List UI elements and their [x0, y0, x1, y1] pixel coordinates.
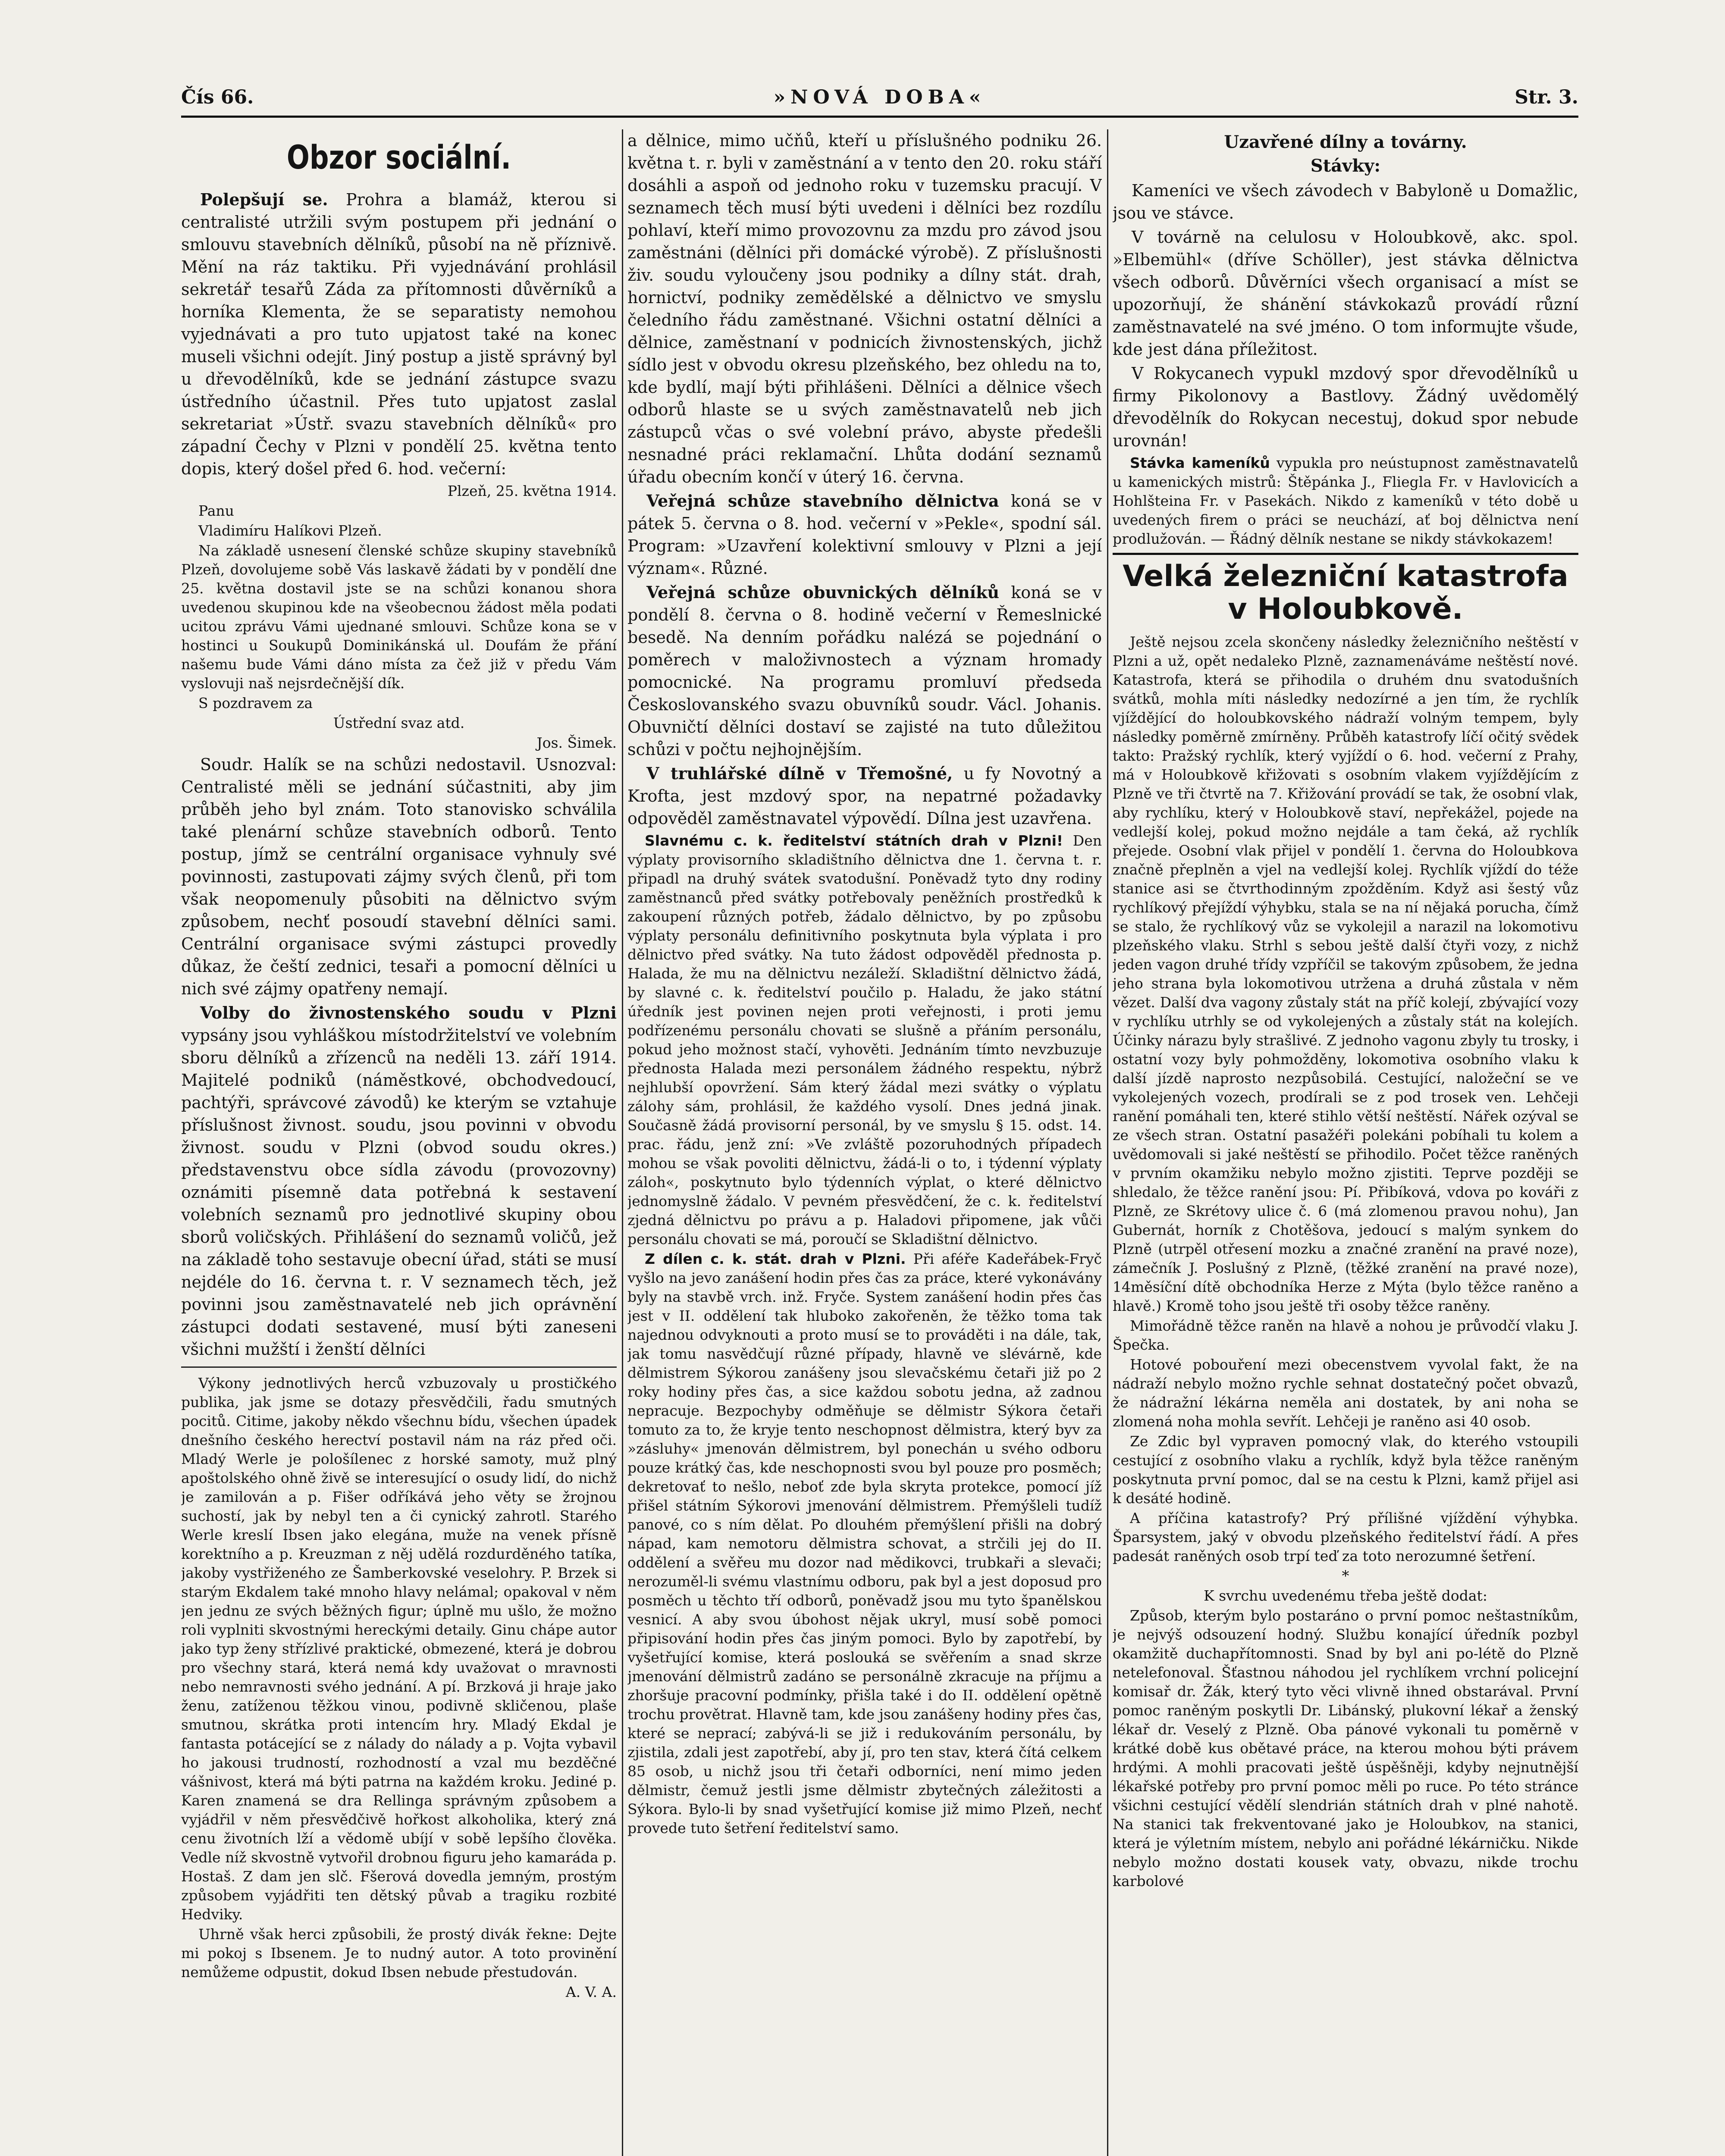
article-reditelstvi	[627, 831, 1102, 1249]
article-volby	[181, 1002, 617, 1360]
column-divider-1	[622, 129, 623, 2156]
addendum-title: K svrchu uvedenému třeba ještě dodat:	[1204, 1587, 1487, 1604]
addendum-text: Způsob, kterým bylo postaráno o první pomoc neštastníkům, je nejvýš odsouzení hodný. Službu konající úředník pozbyl okamžitě duchapřítomnosti. Snad by byl ani po-létě do Plzně netelefonoval. Šťastnou náhodou jel rychlíkem vrchní policejní komisař dr. Žák, který tyto věci vlivně ihned obstarával. První pomoc raněným poskytli Dr. Libánský, plukovní lékař a ženský lékař dr. Veselý z Plzně. Oba pánové vykonali tu poměrně v krátké době kus obětavé práce, na kterou mohou býti právem hrdými. A mohli pracovati ještě úspěšněji, kdyby nejnutnější lékařské potřeby pro první pomoc měli po ruce. Po této stránce všichni cestující vědělí slendrián státních drah v plné nahotě. Na stanici tak frekventované jako je Holoubkov, na stanici, která je výletním místem, nebylo ani pořádné lékárničku. Nikde nebylo možno dostati kousek vaty, obvazu, nikde trochu karbolové	[1113, 1607, 1578, 1890]
katastrofa-pomocny-vlak: Ze Zdic byl vypraven pomocný vlak, do kterého vstoupili cestující z osobního vlaku a rychlík, když byla těžce raněným poskytnuta první pomoc, dal se na cestu k Plzni, kamž přijel asi k desáté hodině.	[1113, 1433, 1578, 1507]
article-lead: Stávka kameníků	[1130, 454, 1270, 471]
column-3	[1113, 129, 1578, 1892]
article-lead: Veřejná schůze stavebního dělnictva	[646, 491, 999, 511]
katastrofa-report: Ještě nejsou zcela skončeny následky železničního neštěstí v Plzni a už, opět nedaleko Plzně, zaznamenáváme neštěstí nové. Katastrofa, která se přihodila o druhém dnu svatodušních svátků, mohla míti následky nedozírné a jen tím, že rychlík vjíždějící do holoubkovského nádraží volným tempem, byly následky poměrně zmírněny. Průběh katastrofy líčí očitý svědek takto: Pražský rychlík, který vyjíždí o 6. hod. večerní z Prahy, má v Holoubkově křižovati s osobním vlakem vyjíždějícím z Plzně ve tři čtvrtě na 7. Křižování provádí se tak, že osobní vlak, aby rychlíku, který v Holoubkově staví, nepřekážel, pojede na vedlejší kolej, pokud možno nejdále a tam čeká, až rychlík přejede. Osobní vlak přijel v pondělí 1. června do Holoubkova značně přeplněn a vjel na vedlejší kolej. Rychlík vjíždí do téže stanice asi se čtvrthodinným zpožděním. Když asi šestý vůz rychlíkový přejíždí výhybku, stala se na ní nějaká porucha, čímž se stalo, že rychlíkový vůz se vykolejil a narazil na lokomotivu plzeňského vlaku. Strhl s sebou ještě další čtyři vozy, z nichž jeden vagon druhé třídy vzpříčil se takovým způsobem, že jedna jeho strana byla lokomotivou utržena a druhá zůstala v něm vězet. Další dva vagony zůstaly stát na příč kolejí, zbývající vozy v rychlíku utrhly se od vykolejených a zůstaly stát na kolejích. Účinky nárazu byly strašlivé. Z jednoho vagonu zbyly tu trosky, i ostatní vozy byly pohmožděny, lokomotiva osobního vlaku k další jízdě naprosto nezpůsobilá. Cestující, naložeční se ve vykolejených vozech, prodírali se z pod trosek ven. Lehčeji ranění pomáhali ten, které stihlo větší neštěstí. Nářek ozýval se ze všech stran. Ostatní pasažéři polekáni pobíhali tu kolem a uvědomovali si jaké neštěstí se přihodilo. Počet těžce raněných v prvním okamžiku nebylo možno zjistiti. Teprve později se shledalo, že těžce ranění jsou: Pí. Přibíková, vdova po kováři z Plzně, ze Skrétovy ulice č. 6 (má zlomenou pravou nohu), Jan Gubernát, horník z Chotěšova, jedoucí s malým synkem do Plzně (utrpěl otřesení mozku a značné zranění na pravé noze), zámečník J. Poslušný z Plzně, (těžké zranění na pravé noze), 14měsíční dítě obchodníka Herze z Mýta (bylo těžce raněno a hlavě.) Kromě toho jsou ještě tři osoby těžce raněny.	[1113, 633, 1578, 1315]
strike-rokycany: V Rokycanech vypukl mzdový spor dřevodělníků u firmy Pikolonovy a Bastlovy. Žádný uvědomělý dřevodělník do Rokycan necestuj, dokud spor nebude urovnán!	[1113, 364, 1578, 450]
section-separator-star: *	[1342, 1567, 1349, 1585]
katastrofa-obvazy: Hotové pobouření mezi obecenstvem vyvolal fakt, že na nádraží nebylo možno rychle sehnat dostatečný počet obvazů, že nádražní lékárna neměla ani dostatek, by ani noha se zlomená noha mohla sevřít. Lehčeji je raněno asi 40 osob.	[1113, 1356, 1578, 1430]
feuilleton-text: Výkony jednotlivých herců vzbuzovaly u prostičkého publika, jak jsme se dotazy přesvědčili, řadu smutných pocitů. Citime, jakoby někdo všechnu bídu, všechen úpadek dnešního českého herectví postavil nám na ráz před oči. Mladý Werle je pološílenec z horské samoty, muž plný apoštolského ohně živě se interesující o osudy lidí, do nichž je zamilován a p. Fišer odříkává jeho věty se žrojnou suchostí, jak by nebyl ten a či cynický zahrotl. Starého Werle kreslí Ibsen jako elegána, muže na venek přísně korektního a p. Kreuzman z něj udělá rozdurděného tatíka, jakoby vystřiženého ze Šamberkovské veselohry. P. Brzek si starým Ekdalem také mnoho hlavy nelámal; opakoval v něm jen jednu ze svých běžných figur; úplně mu ušlo, že možno roli vyplniti skvostnými hereckými detaily. Ginu chápe autor jako typ ženy střízlivé praktické, obmezené, která je dobrou pro všechny stará, která nemá kdy uvažovat o mravnosti nebo nemravnosti svého jednání. A pí. Brzková ji hraje jako ženu, zatíženou těžkou vinou, podivně skličenou, plaše smutnou, skrátka proti intencím hry. Mladý Ekdal je fantasta potácející se z nálady do nálady a p. Vojta vybavil ho jakousi trudností, rozhodností a vzal mu bezděčné vášnivost, která má býti patrna na každém kroku. Jediné p. Karen znamená se dra Rellinga správným způsobem a vyjádřil v něm přesvědčivě hořkost alkoholika, který zná cenu životních lží a vědomě ubíjí v sobě lepšího člověka. Vedle níž skvostně vytvořil drobnou figuru jeho kamaráda p. Hostaš. Z dam jen slč. Fšerová dovedla jemným, prostým způsobem vyjádřiti ten dětský půvab a tragiku rozbité Hedviky.	[181, 1375, 617, 1923]
article-volby-continued: a dělnice, mimo učňů, kteří u příslušného podniku 26. května t. r. byli v zaměstnání a v tento den 20. roku stáří dosáhli a aspoň od jednoho roku v tuzemsku pracují. V seznamech těch musí býti uvedeni i dělníci bez rozdílu pohlaví, kteří mimo provozovnu za mzdu pro závod jsou zaměstnáni (dělníci při domácké výrobě). Z příslušnosti živ. soudu vyloučeny jsou podniky a dílny stát. drah, hornictví, podniky zemědělské a dělnictvo ve smyslu čeledního řádu zaměstnané. Všichni ostatní dělníci a dělnice, zaměstnaní v podnicích živnostenských, jichž sídlo jest v obvodu okresu plzeňského, bez ohledu na to, kde bydlí, mají býti přihlášeni. Dělníci a dělnice všech odborů hlaste se u svých zaměstnavatelů neb jich zástupců včas o své volební právo, abyste předešli nesnadné práci reklamační. Lhůta dodání seznamů úřadu obecním končí v úterý 16. června.	[627, 131, 1102, 486]
issue-number: Čís 66.	[181, 86, 254, 108]
headline-katastrofa: Velká železniční katastrofa v Holoubkově.	[1113, 553, 1578, 626]
article-lead: Volby do živnostenského soudu v Plzni	[200, 1003, 617, 1022]
article-truhlarska-dilna	[627, 762, 1102, 830]
section-title-obzor: Obzor sociální.	[286, 138, 511, 176]
strike-holoubkov: V továrně na celulosu v Holoubkově, akc. spol. »Elbemühl« (dříve Schöller), jest stávka dělnictva všech odborů. Důvěrníci všech organisací a míst se upozorňují, že shánění stávkokazů provádí různí zaměstnavatelé na své jméno. O tom informujte všude, kde jest dána příležitost.	[1113, 228, 1578, 359]
article-schuze-obuvnici	[627, 581, 1102, 761]
article-text: koná se v pátek 5. června o 8. hod. večerní v »Pekle«, spodní sál. Program: »Uzavření kolektivní smlouvy v Plzni a její význam«. Různé.	[627, 492, 1102, 578]
column-2	[627, 129, 1102, 1839]
letter-organization: Ústřední svaz atd.	[333, 714, 465, 731]
article-z-dilen	[627, 1250, 1102, 1838]
article-schuze-stavebni	[627, 490, 1102, 580]
feuilleton-signature: A. V. A.	[565, 1984, 617, 2000]
article-lead: Polepšují se.	[200, 190, 328, 209]
katastrofa-pricina: A příčina katastrofy? Prý přílišné vjíždění výhybka. Šparsystem, jaký v obvodu plzeňského ředitelství řádí. A přes padesát raněných osob trpí teď za toto nerozumné šetření.	[1113, 1510, 1578, 1565]
letter-greeting: S pozdravem za	[198, 695, 313, 711]
column-divider-2	[1107, 129, 1108, 2156]
article-lead: Z dílen c. k. stát. drah v Plzni.	[645, 1250, 906, 1267]
page-number: Str. 3.	[1515, 86, 1578, 108]
feuilleton-end: Uhrně však herci způsobili, že prostý divák řekne: Dejte mi pokoj s Ibsenem. Je to nudný autor. A toto provinění nemůžeme odpustit, dokud Ibsen nebude přestudován.	[181, 1926, 617, 1981]
article-polepsuji	[181, 188, 617, 480]
letter-date: Plzeň, 25. května 1914.	[447, 483, 617, 499]
article-text: Při aféře Kadeřábek-Fryč vyšlo na jevo zanášení hodin přes čas za práce, které vykonávány byly na stavbě vrch. inž. Fryče. System zanášení hodin přes čas jest v II. oddělení tak hluboko zakořeněn, že těžko toma tak najednou odvyknouti a proto musí se to prováděti i na dále, tak, jak tomu nasvědčují různé případy, hlavně ve slévárně, kde dělmistrem Sýkorou zanášeny jsou slevačskému četaři již po 2 roky hodiny přes čas, a sice každou sobotu jedna, až zadnou nepracuje. Bezpochyby odměňuje se dělmistr Sýkora četaři tomuto za to, že kryje tento neschopnost dělmistra, který byv za »zásluhy« jmenován dělmistrem, byl ponechán u svého odboru pouze krátký čas, kde neschopnosti svou byl pouze pro posměch; dekretovať to nešlo, neboť zde byla skryta protekce, pomocí jíž přišel státním Sýkorovi jmenování dělmistrem. Přemýšleli tudíž panové, co s ním dělat. Po dlouhém přemýšlení přišli na dobrý nápad, kam nemotoru dělmistra schovat, a strčili jej do II. oddělení a svěřeu mu dozor nad mědikovci, trubkaři a slevači; nerozuměl-li svému vlastnímu odboru, pak byl a jest doposud pro posměch u těchto tří odborů, poněvadž jsou mu tyto španělskou vesnicí. A aby svou úbohost nějak ukryl, musí sobě pomoci připisování hodin přes čas jiným pomoci. Bylo by zapotřebí, by vyšetřující komise, která poslouká se svěřením a snad skrze jmenování dělmistrů zadáno se personálně zkracuje na příjmu a zhoršuje pracovní podmínky, přišla také i do II. oddělení opětně trochu provětrat. Hlavně tam, kde jsou zanášeny hodiny přes čas, které se neprací; zabývá-li se již i redukováním personálu, by zjistila, zdali jest zapotřebí, aby jí, pro ten stav, která čítá celkem 85 osob, u nichž jsou tři četaři odborníci, není mimo jeden dělmistr, čemuž jestli jsme dělmistr zbytečných záležitosti a Sýkora. Bylo-li by snad vyšetřující komise již mimo Plzeň, nechť provede tuto šetření ředitelství samo.	[627, 1250, 1102, 1836]
column-1	[181, 129, 617, 2002]
letter-signature: Jos. Šimek.	[536, 734, 617, 751]
article-text: vypukla pro neústupnost zaměstnavatelů u kamenických mistrů: Štěpánka J., Fliegla Fr. v Havlovicích a Hohlšteina Fr. v Pasekách. Nikdo z kameníků v této době u uvedených firem o práci se neuchází, ať boj dělnictva není prodlužován. — Řádný dělník nestane se nikdy stávkokazem!	[1113, 454, 1578, 547]
page-header	[181, 86, 1578, 112]
article-text: Prohra a blamáž, kterou si centralisté utržili svým postupem při jednání o smlouvu stavebních dělníků, působí na ně příznivě. Mění na ráz taktiku. Při vyjednávání prohlásil sekretář tesařů Záda za přítomnosti důvěrníků a horníka Klementa, že se separatisty nemohou vyjednávati a pro tuto upjatost také na konec museli všichni odejít. Jiný postup a jistě správný byl u dřevodělníků, kde se jednání zástupce svazu ústředního účastnil. Přes tuto upjatost zaslal sekretariat »Ústř. svazu stavebních dělníků« pro západní Čechy v Plzni v pondělí 25. května tento dopis, který došel před 6. hod. večerní:	[181, 190, 617, 478]
section-title-uzavrene: Uzavřené dílny a továrny.	[1224, 132, 1467, 152]
article-lead: Slavnému c. k. ředitelství státních drah v Plzni!	[645, 832, 1063, 849]
letter-body: Na základě usnesení členské schůze skupiny stavebníků Plzeň, dovolujeme sobě Vás laskavě žádati by v pondělí dne 25. května dostavil jste se na schůzi konanou shora uvedenou skupinou kde na všeobecnou žádost měla podati ucitou zprávu Vámi ujednané smlouvi. Schůze kona se v hostinci u Soukupů Dominikánská ul. Doufám že přání našemu bude Vámi dáno místa za čež již v předu Vám vyslovuji naš nejsrdečnější dík.	[181, 542, 617, 692]
masthead-title: »NOVÁ DOBA«	[773, 86, 986, 108]
article-lead: Veřejná schůze obuvnických dělníků	[646, 583, 1000, 602]
strike-kamenici-havlovice	[1113, 454, 1578, 548]
article-text: Den výplaty provisorního skladištního dělnictva dne 1. června t. r. připadl na druhý svátek svatodušní. Poněvadž tyto dny rodiny zaměstnanců před svátky potřebovaly peněžních prostředků k zakoupení různých potřeb, žádalo dělnictvo, by po způsobu výplaty personálu definitivního poskytnuta byla výplata i pro dělnictvo před svátky. Na tuto žádost odpověděl přednosta p. Halada, že mu na dělnictvu nezáleží. Skladištní dělnictvo žádá, by slavné c. k. ředitelství poučilo p. Haladu, že jako státní úředník jest povinen nejen proti veřejnosti, i proti jemu podřízenému personálu chovati se slušně a přáním personálu, pokud jeho možnost stačí, vyhověti. Jednáním tímto nevzbuzuje přednosta Halada mezi personálem žádného respektu, nýbrž nejhlubší opovržení. Sám který žádal mezi svátky o výplatu zálohy sám, prohlásil, že každého vysolí. Dnes jedná jinak. Současně žádá provisorní personál, by ve smyslu § 15. odst. 14. prac. řádu, jenž zní: »Ve zvláště pozoruhodných případech mohou se však povoliti dělnictvu, žádá-li o to, i týdenní výplaty záloh«, poskytnuto bylo týdenních výplat, o které dělnictvo jednomyslně žádalo. V pevném přesvědčení, že c. k. ředitelství zjedná dělnictvu po právu a p. Haladovi připomene, jak vůči personálu chovati se má, poroučí se Skladištní dělnictvo.	[627, 832, 1102, 1247]
article-text: koná se v pondělí 8. června o 8. hodině večerní v Řemeslnické besedě. Na denním pořádku nalézá se pojednání o poměrech v maloživnostech a význam hromady pomocnické. Na programu promluví předseda Českoslovanského svazu obuvníků soudr. Václ. Johanis. Obuvničtí dělníci dostaví se zajisté na tuto důležitou schůzi v počtu nejhojnějším.	[627, 583, 1102, 759]
letter-addressee-2: Vladimíru Halíkovi Plzeň.	[198, 522, 382, 539]
article-text: vypsány jsou vyhláškou místodržitelství ve volebním sboru dělníků a zřízenců na neděli 13. září 1914. Majitelé podniků (náměstkové, obchodvedoucí, pachtýři, správcové závodů) ke kterým se vztahuje příslušnost živnost. soudu, jsou povinni v obvodu živnost. soudu v Plzni (obvod soudu okres.) představenstvu obce sídla závodu (provozovny) oznámiti písemně data potřebná k sestavení volebních seznamů pro jednotlivé skupiny obou sborů voličských. Přihlášení do seznamů voličů, jež na základě toho sestavuje obecní úřad, státi se musí nejdéle do 16. června t. r. V seznamech těch, jež povinni jsou zaměstnavatelé neb jich oprávnění zástupci dodati sestavené, musí býti zaneseni všichni mužští i ženští dělníci	[181, 1026, 617, 1359]
strike-kamenici: Kameníci ve všech závodech v Babyloně u Domažlic, jsou ve stávce.	[1113, 181, 1578, 222]
article-text: u fy Novotný a Krofta, jest mzdový spor, na nepatrné požadavky odpověděl zaměstnavatel výpovědí. Dílna jest uzavřena.	[627, 764, 1102, 828]
article-lead: V truhlářské dílně v Třemošné,	[646, 764, 953, 783]
letter-addressee-1: Panu	[198, 502, 234, 519]
feuilleton-rule	[181, 1366, 617, 1368]
katastrofa-pruvodci: Mimořádně těžce raněn na hlavě a nohou je průvodčí vlaku J. Špečka.	[1113, 1317, 1578, 1354]
header-rule	[181, 116, 1578, 118]
article-halik-response: Soudr. Halík se na schůzi nedostavil. Usnozval: Centralisté měli se jednání súčastniti, aby jim průběh jeho byl znám. Toto stanovisko schválila také plenární schůze stavebních odborů. Tento postup, jímž se centrální organisace vyhnuly své povinnosti, zastupovati zájmy svých členů, při tom však neopomenuly působiti na dělnictvo svým způsobem, nechť posoudí stavební dělníci sami. Centrální organisace svými zástupci provedly důkaz, že čeští zednici, tesaři a pomocní dělníci u nich své zájmy opatřeny nemají.	[181, 755, 617, 998]
section-subtitle-stavky: Stávky:	[1310, 156, 1381, 176]
